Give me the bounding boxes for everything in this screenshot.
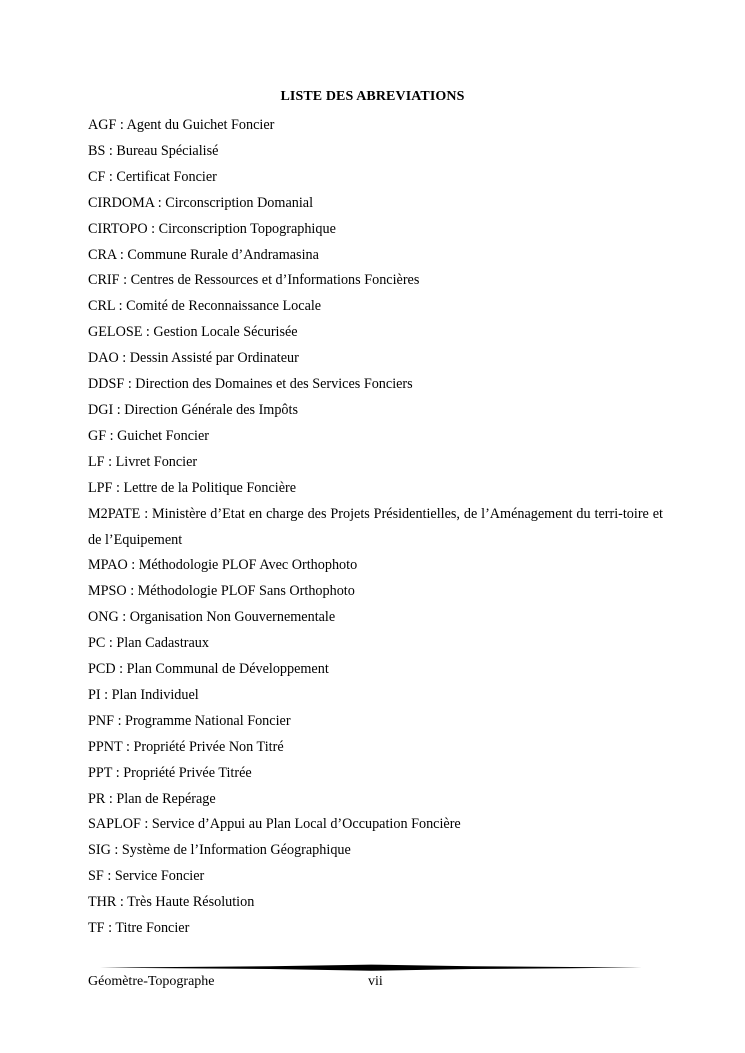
list-item: DGI : Direction Générale des Impôts [88, 401, 298, 418]
list-item: PPT : Propriété Privée Titrée [88, 764, 252, 781]
list-item: BS : Bureau Spécialisé [88, 142, 219, 159]
list-item: PPNT : Propriété Privée Non Titré [88, 738, 284, 755]
list-item: MPSO : Méthodologie PLOF Sans Orthophoto [88, 583, 355, 600]
list-item: GELOSE : Gestion Locale Sécurisée [88, 324, 298, 341]
list-item: THR : Très Haute Résolution [88, 894, 255, 911]
list-item: SF : Service Foncier [88, 868, 205, 885]
list-item: CRL : Comité de Reconnaissance Locale [88, 298, 322, 315]
list-item: CIRDOMA : Circonscription Domanial [88, 194, 314, 211]
list-item: SIG : Système de l’Information Géographique [88, 842, 351, 859]
page-title: LISTE DES ABREVIATIONS [280, 89, 465, 104]
list-item: SAPLOF : Service d’Appui au Plan Local d’Occupation Foncière [88, 816, 461, 833]
list-item: PC : Plan Cadastraux [88, 635, 209, 652]
list-item: PNF : Programme National Foncier [88, 712, 291, 729]
list-item: LF : Livret Foncier [88, 453, 198, 470]
list-item: CIRTOPO : Circonscription Topographique [88, 220, 336, 237]
list-item: AGF : Agent du Guichet Foncier [88, 117, 275, 133]
list-item: DAO : Dessin Assisté par Ordinateur [88, 350, 299, 367]
page-number: vii [368, 974, 383, 989]
list-item: TF : Titre Foncier [88, 920, 190, 937]
list-item: PR : Plan de Repérage [88, 790, 216, 807]
list-item: LPF : Lettre de la Politique Foncière [88, 479, 297, 496]
list-item: CRIF : Centres de Ressources et d’Informations Foncières [88, 272, 420, 289]
footer-label: Géomètre-Topographe [88, 974, 215, 989]
list-item: GF : Guichet Foncier [88, 427, 209, 444]
list-item: DDSF : Direction des Domaines et des Services Fonciers [88, 376, 413, 393]
list-item: MPAO : Méthodologie PLOF Avec Orthophoto [88, 557, 358, 574]
list-item: ONG : Organisation Non Gouvernementale [88, 609, 336, 626]
footer-divider [100, 964, 642, 972]
list-item: CF : Certificat Foncier [88, 168, 217, 185]
list-item: PCD : Plan Communal de Développement [88, 661, 329, 678]
list-item: M2PATE : Ministère d’Etat en charge des Projets Présidentielles, de l’Aménagement du terri-toire et de l’Equipement [88, 505, 663, 548]
list-item: PI : Plan Individuel [88, 686, 199, 703]
abbreviation-list [88, 113, 663, 942]
list-item: CRA : Commune Rurale d’Andramasina [88, 246, 319, 263]
